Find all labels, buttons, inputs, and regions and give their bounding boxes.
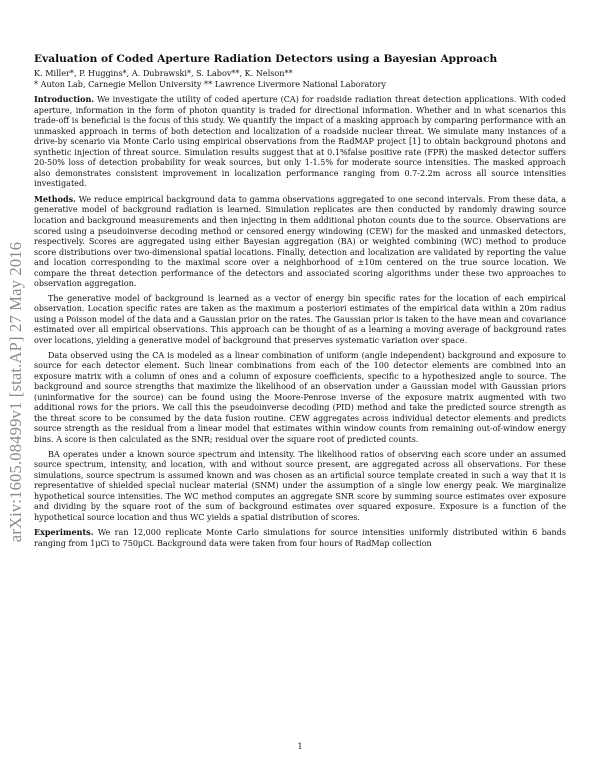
methods-heading: Methods. [34,193,76,204]
methods-paragraph-4: BA operates under a known source spectrum and intensity. The likelihood ratios of observing each score under an assumed source spectrum, intensity, and location, with and without source present, are aggregated across all observations. For these simulations, source spectrum is assumed known and was chosen as an artificial source template created in such a way that it is representative of shielded special nuclear material (SNM) under the assumption of a single low energy peak. We marginalize hypothetical source intensities. The WC method computes an aggregate SNR score by summing source estimates over exposure and dividing by the square root of the sum of background estimates over squared exposure. Exposure is a function of the hypothetical source location and thus WC yields a spatial distribution of scores. [34,449,566,522]
methods-paragraph-2: The generative model of background is learned as a vector of energy bin specific rates for the location of each empirical observation. Location specific rates are taken as the maximum a posteriori estimates of the empirical data within a 20m radius using a Poisson model of the data and a Gaussian prior on the rates. The Gaussian prior is taken to the have mean and covariance estimated over all empirical observations. This approach can be thought of as a learning a moving average of background rates over locations, yielding a generative model of background that preserves systematic variation over space. [34,293,566,346]
intro-text: We investigate the utility of coded aperture (CA) for roadside radiation threat detection applications. With coded aperture, information in the form of photon quantity is traded for directional information. Whether and in what scenarios this trade-off is beneficial is the focus of this study. We quantify the impact of a masking approach by comparing performance with an unmasked approach in terms of both detection and localization of a roadside nuclear threat. We simulate many instances of a drive-by scenario via Monte Carlo using empirical observations from the RadMAP project [1] to obtain background photons and synthetic injection of threat source. Simulation results suggest that at 0.1%false positive rate (FPR) the masked detector suffers 20-50% loss of detection probability for weak sources, but only 1-1.5% for moderate source intensities. The masked approach also demonstrates consistent improvement in localization performance ranging from 0.7-2.2m across all source intensities investigated. [34,95,566,189]
methods-paragraph [34,194,566,290]
page-number: 1 [297,742,303,751]
paper-page [34,53,566,553]
methods-paragraph-3: Data observed using the CA is modeled as a linear combination of uniform (angle independent) background and exposure to source for each detector element. Such linear combinations from each of the 100 detector elements are combined into an exposure matrix with a column of ones and a column of exposure coefficients, specific to a hypothesized angle to source. The background and source strengths that maximize the likelihood of an observation under a Gaussian model with Gaussian priors (uninformative for the source) can be found using the Moore-Penrose inverse of the exposure matrix augmented with two additional rows for the priors. We call this the pseudoinverse decoding (PID) method and take the predicted source strength as the threat score to be consumed by the data fusion routine. CEW aggregates across individual detector elements and predicts source strength as the residual from a linear model that estimates within window counts from remaining out-of-window energy bins. A score is then calculated as the SNR; residual over the square root of predicted counts. [34,350,566,444]
affiliations: * Auton Lab, Carnegie Mellon University ** Lawrence Livermore National Laboratory [34,78,386,89]
intro-heading: Introduction. [34,94,95,104]
experiments-text: We ran 12,000 replicate Monte Carlo simulations for source intensities uniformly distributed within 6 bands ranging from 1μCi to 750μCi. Background data were taken from four hours of RadMap collection [34,528,566,548]
methods-text: We reduce empirical background data to gamma observations aggregated to one second intervals. From these data, a generative model of background radiation is learned. Simulation replicates are then conducted by randomly drawing source location and background measurements and then injecting in them additional photon counts due to the source. Observations are scored using a pseudoinverse decoding method or censored energy windowing (CEW) for the masked and unmasked detectors, respectively. Scores are aggregated using either Bayesian aggregation (BA) or weighted combining (WC) method to produce score distributions over two-dimensional spatial locations. Finally, detection and localization are validated by reporting the value and location corresponding to the maximal score over a neighborhood of ±10m centered on the true source location. We compare the threat detection performance of the detectors and associated scoring algorithms under these two approaches to observation aggregation. [34,194,566,289]
author-list: K. Miller*, P. Huggins*, A. Dubrawski*, S. Labov**, K. Nelson** [34,68,293,78]
paper-title: Evaluation of Coded Aperture Radiation Detectors using a Bayesian Approach [34,53,498,65]
experiments-paragraph [34,527,566,549]
intro-paragraph [34,94,566,190]
arxiv-identifier: arXiv:1605.08499v1 [stat.AP] 27 May 2016 [6,241,25,543]
arxiv-sidebar-stamp [4,192,28,592]
experiments-heading: Experiments. [34,527,94,538]
